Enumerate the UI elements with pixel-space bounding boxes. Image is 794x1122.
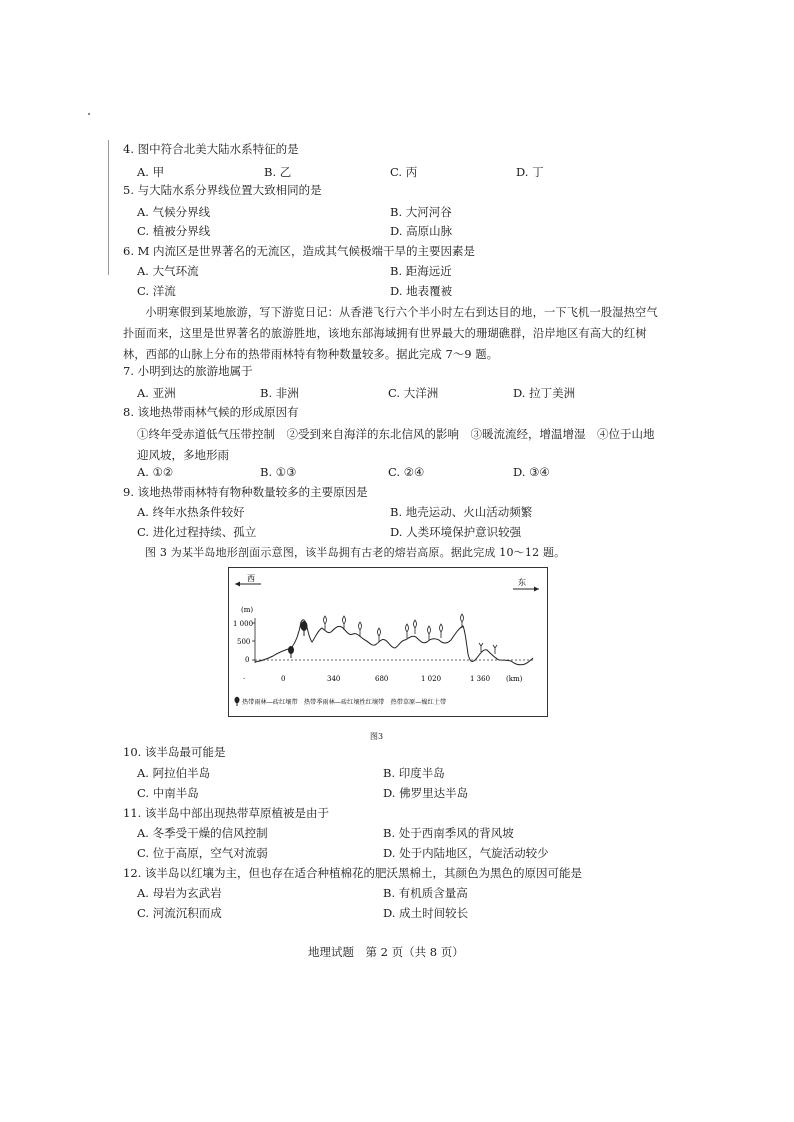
q6-option-c: C. 洋流 [137,284,176,298]
scan-speck [88,113,90,115]
q11-option-c: C. 位于高原，空气对流弱 [137,846,268,860]
q5-option-b: B. 大河河谷 [390,205,452,219]
q5-option-a: A. 气候分界线 [137,205,211,219]
q11-option-a: A. 冬季受干燥的信风控制 [137,826,268,840]
q8-option-c: C. ②④ [388,465,425,479]
q10-option-b: B. 印度半岛 [383,766,445,780]
x-tick-0: 0 [281,675,286,683]
q9-stem: 9. 该地热带雨林特有物种数量较多的主要原因是 [123,485,368,499]
legend-text: 热带雨林—砖红壤带 热带季雨林—砖红壤性红壤带 热带草原—燥红土带 [242,699,447,706]
q8-option-b: B. ①③ [260,465,297,479]
q4-option-a: A. 甲 [137,165,165,179]
figure-caption: 图3 [370,732,384,741]
q11-option-d: D. 处于内陆地区，气旋活动较少 [383,846,549,860]
rainforest-tree-icon [288,646,294,658]
q12-option-c: C. 河流沉积而成 [137,906,222,920]
q7-option-a: A. 亚洲 [137,386,176,400]
q4-option-d: D. 丁 [516,165,544,179]
q6-stem: 6. M 内流区是世界著名的无流区，造成其气候极端干旱的主要因素是 [123,244,476,258]
x-tick-1020: 1 020 [421,675,442,683]
q12-option-d: D. 成土时间较长 [383,906,469,920]
passage-7-9: 小明寒假到某地旅游，写下游览日记：从香港飞行六个半小时左右到达目的地，一下飞机一股湿热空气扑面而来，这里是世界著名的旅游胜地，该地东部海域拥有世界最大的珊瑚礁群，沿岸地区有高大的红树林，西部的山脉上分布的热带雨林特有物种数量较多。据此完成 7～9 题。 [123,306,658,361]
rainforest-tree-icon [301,621,308,636]
passage-10-12: 图 3 为某半岛地形剖面示意图，该半岛拥有古老的熔岩高原。据此完成 10～12 题。 [145,546,566,559]
x-tick-680: 680 [375,675,389,683]
q8-statements: ①终年受赤道低气压带控制 ②受到来自海洋的东北信风的影响 ③暖流流经，增温增湿 ④位于山地迎风坡，多地形雨 [137,427,655,462]
q10-option-c: C. 中南半岛 [137,786,199,800]
east-arrow-icon [534,587,539,592]
page-footer: 地理试题 第 2 页（共 8 页） [308,945,464,959]
q7-stem: 7. 小明到达的旅游地属于 [123,364,253,378]
q10-option-d: D. 佛罗里达半岛 [383,786,469,800]
q7-option-d: D. 拉丁美洲 [513,386,576,400]
terrain-profile-svg [229,568,547,716]
y-tick-500: 500 [237,638,251,646]
q12-option-b: B. 有机质含量高 [383,886,468,900]
q9-option-a: A. 终年水热条件较好 [137,505,245,519]
q7-option-b: B. 非洲 [260,386,299,400]
q8-option-a: A. ①② [137,465,174,479]
q9-option-c: C. 进化过程持续、孤立 [137,525,257,539]
q4-stem: 4. 图中符合北美大陆水系特征的是 [123,142,299,156]
q7-option-c: C. 大洋洲 [388,386,439,400]
margin-rule [108,140,109,275]
y-axis-unit: (m) [241,606,254,614]
west-label: 西 [247,574,255,583]
west-arrow-icon [235,582,240,587]
q6-option-a: A. 大气环流 [137,264,199,278]
y-tick-1000: 1 000 [233,620,254,628]
x-axis-unit: (km) [506,675,523,683]
q5-stem: 5. 与大陆水系分界线位置大致相同的是 [123,183,322,197]
q10-stem: 10. 该半岛最可能是 [123,745,226,759]
q4-option-c: C. 丙 [390,165,418,179]
q11-option-b: B. 处于西南季风的背风坡 [383,826,514,840]
q5-option-d: D. 高原山脉 [390,224,453,238]
q12-stem: 12. 该半岛以红壤为主，但也存在适合种植棉花的肥沃黑棉土，其颜色为黑色的原因可能是 [123,866,582,880]
east-label: 东 [518,578,526,587]
q8-stem: 8. 该地热带雨林气候的形成原因有 [123,405,299,419]
q10-option-a: A. 阿拉伯半岛 [137,766,211,780]
q9-option-b: B. 地壳运动、火山活动频繁 [390,505,533,519]
q6-option-b: B. 距海远近 [390,264,452,278]
q4-option-b: B. 乙 [264,165,292,179]
x-tick-1360: 1 360 [470,675,491,683]
terrain-profile-line [255,620,533,665]
monsoon-forest-icon [324,614,464,642]
q5-option-c: C. 植被分界线 [137,224,211,238]
legend-rainforest-icon [235,697,240,706]
x-axis-dot: · [243,675,246,683]
q11-stem: 11. 该半岛中部出现热带草原植被是由于 [123,806,329,820]
y-tick-0: 0 [245,656,250,664]
q8-option-d: D. ③④ [513,465,550,479]
q12-option-a: A. 母岩为玄武岩 [137,886,222,900]
x-tick-340: 340 [327,675,341,683]
terrain-profile-figure [228,567,548,717]
q6-option-d: D. 地表覆被 [390,284,453,298]
q9-option-d: D. 人类环境保护意识较强 [390,525,522,539]
